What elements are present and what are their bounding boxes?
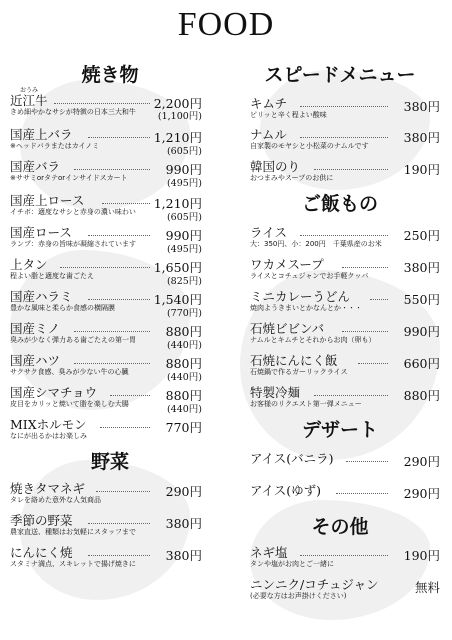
menu-item [10, 225, 202, 255]
item-name: 韓国のり [250, 159, 301, 174]
leader-dots [88, 523, 150, 524]
item-name: 季節の野菜 [10, 513, 73, 528]
leader-dots [74, 169, 150, 170]
menu-item [10, 418, 202, 441]
item-name: ワカメスープ [250, 257, 324, 272]
item-half-price: (440円) [166, 340, 202, 351]
item-name: ライス [250, 225, 288, 240]
item-description: サクサク食感、臭みが少ない牛の心臓 [10, 368, 129, 376]
item-description: ※ヘッドバラまたはカイノミ [10, 142, 100, 150]
item-price: 880円 [165, 356, 202, 371]
item-half-price: (495円) [166, 244, 202, 255]
item-description: 皮目をカリッと焼いて脂を楽しむ大腸 [10, 400, 129, 408]
item-price: 190円 [403, 548, 440, 563]
menu-item [250, 128, 440, 151]
leader-dots [346, 461, 388, 462]
item-price: 660円 [403, 356, 440, 371]
item-price: 380円 [165, 516, 202, 531]
menu-item [250, 290, 440, 313]
item-price: 190円 [403, 162, 440, 177]
item-description: ライスとコチュジャンでお手軽クッパ [250, 272, 369, 280]
item-description: なにが出るかはお楽しみ [10, 432, 87, 440]
menu-item [10, 482, 202, 505]
item-half-price: (605円) [166, 146, 202, 157]
item-description: 程よい脂と適度な歯ごたえ [10, 272, 94, 280]
item-description: ※ササミorタテorインサイドスカート [10, 174, 128, 182]
item-price: 290円 [403, 486, 440, 501]
leader-dots [88, 555, 150, 556]
item-name: 国産バラ [10, 159, 61, 174]
menu-item [250, 451, 440, 469]
item-name: 国産上ロース [10, 193, 85, 208]
item-name: 上タン [10, 257, 48, 272]
item-price: 290円 [165, 484, 202, 499]
item-price: 250円 [403, 228, 440, 243]
item-name: 国産上バラ [10, 127, 73, 142]
item-description: ナムルとキムチとそれからお肉（卵も） [250, 336, 376, 344]
item-description: タレを絡めた意外な人気商品 [10, 496, 101, 504]
menu-item [250, 322, 440, 345]
menu-item [250, 354, 440, 377]
leader-dots [314, 395, 388, 396]
item-price: 550円 [403, 292, 440, 307]
leader-dots [300, 137, 388, 138]
item-description: おつまみやスープのお供に [250, 174, 334, 182]
item-half-price: (825円) [166, 276, 202, 287]
item-price: 880円 [165, 324, 202, 339]
item-price: 無料 [414, 580, 440, 595]
item-half-price: (495円) [166, 178, 202, 189]
menu-item [10, 159, 202, 189]
menu-item [250, 226, 440, 249]
leader-dots [100, 427, 150, 428]
item-price: 990円 [165, 228, 202, 243]
item-name: 石焼にんにく飯 [250, 353, 338, 368]
item-description: (必要な方はお声掛けください) [250, 592, 347, 600]
section-title-gohan: ご飯もの [301, 193, 378, 215]
item-price: 990円 [165, 162, 202, 177]
item-half-price: (440円) [166, 404, 202, 415]
item-half-price: (1,100円) [157, 111, 202, 122]
item-half-price: (770円) [166, 308, 202, 319]
item-description: イチボ：適度なサシと赤身の濃い味わい [10, 208, 136, 216]
leader-dots [358, 363, 388, 364]
section-title-sonota: その他 [311, 516, 369, 538]
item-description: 大：350円、小：200円 千葉県産のお米 [250, 240, 382, 248]
menu-item [10, 546, 202, 569]
item-half-price: (440円) [166, 372, 202, 383]
menu-item [250, 386, 440, 409]
item-price: 380円 [403, 99, 440, 114]
menu-item [250, 483, 440, 501]
item-description: 石焼鍋で作るガーリックライス [250, 368, 348, 376]
item-description: スタミナ満点、スキレットで揚げ焼きに [10, 560, 136, 568]
menu-item [10, 385, 202, 415]
page-title: FOOD [177, 6, 275, 43]
leader-dots [74, 331, 150, 332]
item-name: アイス(ゆず) [250, 483, 322, 498]
item-name: ニンニク/コチュジャン [250, 577, 379, 592]
menu-item [250, 160, 440, 183]
menu-item [10, 321, 202, 351]
item-price: 880円 [165, 388, 202, 403]
item-description: きめ細やかなサシが特徴の日本三大和牛 [10, 108, 136, 116]
menu-item [10, 514, 202, 537]
menu-item [10, 257, 202, 287]
item-name: ミニカレーうどん [250, 289, 351, 304]
leader-dots [96, 491, 150, 492]
item-name: 国産ハツ [10, 353, 61, 368]
leader-dots [88, 137, 150, 138]
item-description: タンや塩がお肉とご一緒に [250, 560, 334, 568]
leader-dots [110, 395, 150, 396]
item-price: 880円 [403, 388, 440, 403]
item-price: 380円 [165, 548, 202, 563]
section-title-speed: スピードメニュー [264, 64, 416, 86]
leader-dots [300, 106, 388, 107]
menu-item [10, 193, 202, 223]
item-price: 380円 [403, 130, 440, 145]
leader-dots [370, 299, 388, 300]
menu-item [10, 127, 202, 157]
menu-item [10, 353, 202, 383]
menu-item [250, 258, 440, 281]
item-price: 2,200円 [153, 96, 202, 111]
item-price: 990円 [403, 324, 440, 339]
item-name: ネギ塩 [250, 545, 288, 560]
item-description: 農家直送、種類はお気軽にスタッフまで [10, 528, 136, 536]
item-price: 1,540円 [153, 292, 202, 307]
item-description: ピリッと辛く程よい酸味 [250, 111, 327, 119]
item-description: 焼肉ようきまいとかなんとか・・・ [250, 304, 362, 312]
item-description: ランプ：赤身の旨味が凝縮されています [10, 240, 136, 248]
item-name: 国産ハラミ [10, 289, 73, 304]
leader-dots [336, 493, 388, 494]
item-price: 380円 [403, 260, 440, 275]
item-name: 国産シマチョウ [10, 385, 98, 400]
item-half-price: (605円) [166, 212, 202, 223]
menu-item [10, 289, 202, 319]
menu-item [250, 578, 440, 601]
item-name: ナムル [250, 127, 287, 142]
menu-item [10, 87, 202, 122]
item-name: 焼きタマネギ [10, 481, 86, 496]
leader-dots [342, 331, 388, 332]
item-name: アイス(バニラ) [250, 451, 334, 466]
item-name: MIXホルモン [10, 417, 87, 432]
item-name: 石焼ビビンバ [250, 321, 325, 336]
item-name: 特製冷麺 [250, 385, 301, 400]
leader-dots [300, 555, 388, 556]
item-price: 1,650円 [153, 260, 202, 275]
item-price: 290円 [403, 454, 440, 469]
leader-dots [74, 363, 150, 364]
leader-dots [88, 235, 150, 236]
leader-dots [102, 203, 150, 204]
item-name: 近江牛 [10, 93, 48, 108]
item-name: にんにく焼 [10, 545, 73, 560]
item-ruby: おうみ [20, 87, 39, 94]
section-title-yasai: 野菜 [90, 451, 129, 473]
leader-dots [88, 299, 150, 300]
item-price: 1,210円 [153, 196, 202, 211]
item-description: お客様のリクエスト第一弾メニュー [250, 400, 362, 408]
item-name: キムチ [250, 96, 288, 111]
item-price: 770円 [165, 420, 202, 435]
item-price: 1,210円 [153, 130, 202, 145]
section-title-yakimono: 焼き物 [81, 64, 139, 86]
leader-dots [54, 103, 150, 104]
leader-dots [300, 235, 388, 236]
item-description: 臭みが少なく弾力ある歯ごたえの第一胃 [10, 336, 136, 344]
leader-dots [60, 267, 150, 268]
leader-dots [342, 267, 388, 268]
item-name: 国産ミノ [10, 321, 61, 336]
menu-item [250, 546, 440, 569]
item-name: 国産ロース [10, 225, 72, 240]
item-description: 豊かな風味と柔らか食感の横隔膜 [10, 304, 115, 312]
leader-dots [314, 169, 388, 170]
item-description: 自家製のモヤシと小松菜のナムルです [250, 142, 369, 150]
section-title-dessert: デザート [301, 419, 378, 441]
menu-item [250, 97, 440, 120]
